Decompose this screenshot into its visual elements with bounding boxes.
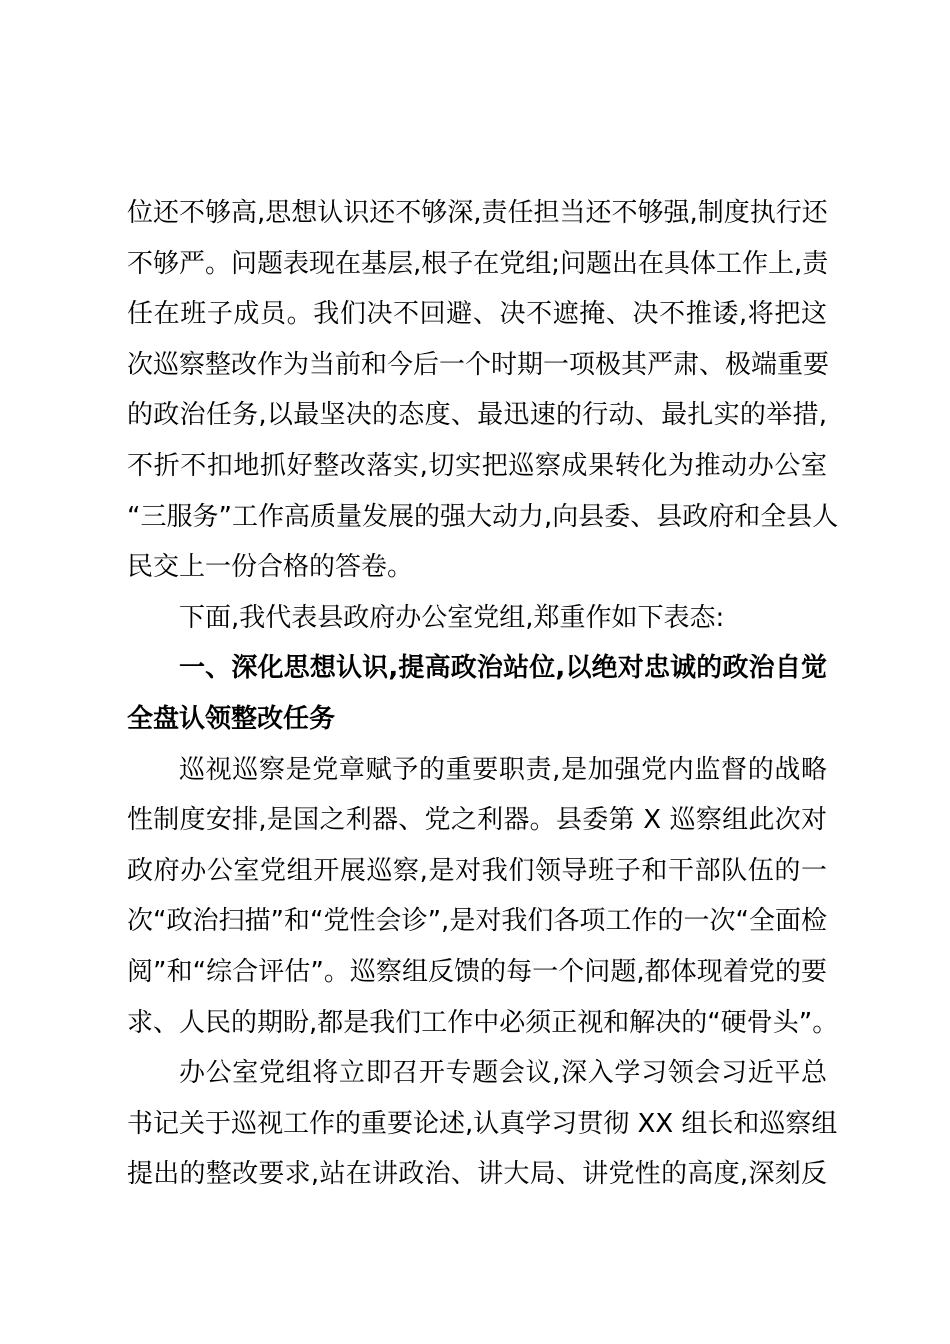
text-line: 政府办公室党组开展巡察,是对我们领导班子和干部队伍的一: [127, 855, 827, 886]
text-line: 不折不扣地抓好整改落实,切实把巡察成果转化为推动办公室: [127, 450, 827, 481]
paragraph-1: [127, 188, 839, 593]
text-line: “三服务”工作高质量发展的强大动力,向县委、县政府和全县人: [127, 501, 839, 532]
text-line: 民交上一份合格的答卷。: [127, 552, 414, 583]
paragraph-5: [127, 1048, 838, 1200]
document-body: [127, 188, 839, 1200]
text-line: 不够严。问题表现在基层,根子在党组;问题出在具体工作上,责: [127, 248, 829, 279]
text-line: 任在班子成员。我们决不回避、决不遮掩、决不推诿,将把这: [127, 299, 827, 330]
paragraph-2: [127, 593, 827, 644]
text-line: 次巡察整改作为当前和今后一个时期一项极其严肃、极端重要: [127, 349, 830, 380]
text-line: 性制度安排,是国之利器、党之利器。县委第 X 巡察组此次对: [127, 805, 827, 836]
paragraph-4: [127, 745, 839, 1049]
heading-line: 一、深化思想认识,提高政治站位,以绝对忠诚的政治自觉: [179, 653, 827, 684]
text-line: 阅”和“综合评估”。巡察组反馈的每一个问题,都体现着党的要: [127, 956, 827, 987]
text-line: 巡视巡察是党章赋予的重要职责,是加强党内监督的战略: [179, 754, 827, 785]
text-line: 的政治任务,以最坚决的态度、最迅速的行动、最扎实的举措,: [127, 400, 827, 431]
text-line: 下面,我代表县政府办公室党组,郑重作如下表态:: [179, 602, 725, 633]
text-line: 次“政治扫描”和“党性会诊”,是对我们各项工作的一次“全面检: [127, 906, 827, 937]
section-heading-1: [127, 643, 827, 744]
text-line: 求、人民的期盼,都是我们工作中必须正视和解决的“硬骨头”。: [127, 1007, 839, 1038]
text-line: 书记关于巡视工作的重要论述,认真学习贯彻 XX 组长和巡察组: [127, 1108, 838, 1139]
text-line: 位还不够高,思想认识还不够深,责任担当还不够强,制度执行还: [127, 198, 828, 228]
text-line: 办公室党组将立即召开专题会议,深入学习领会习近平总: [179, 1058, 827, 1089]
heading-line: 全盘认领整改任务: [127, 703, 336, 734]
text-line: 提出的整改要求,站在讲政治、讲大局、讲党性的高度,深刻反: [127, 1159, 827, 1190]
